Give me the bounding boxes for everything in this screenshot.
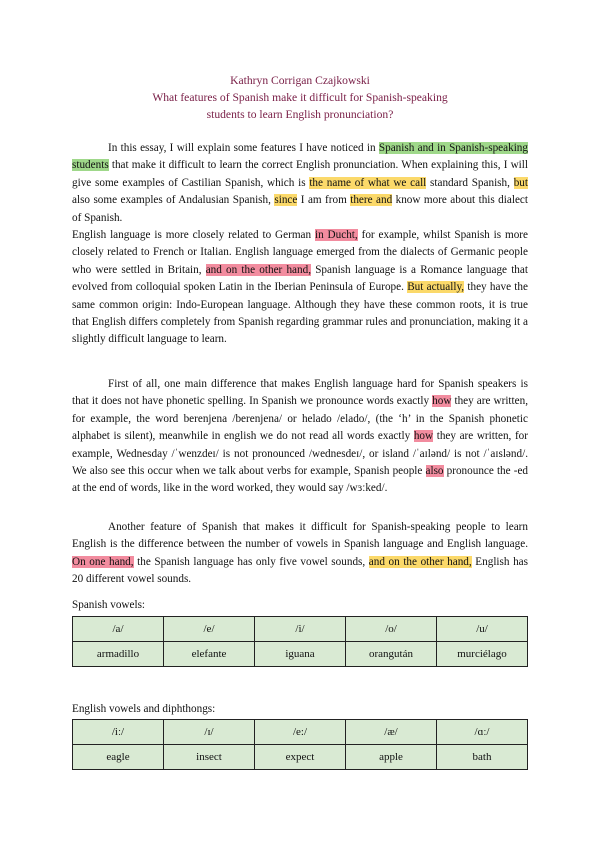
text-run: they are written, for example, the word berenjena /berenjena/ or helado /elado/, (the ‘h’ in the Spanish phonetic alphabet is silent), meanwhile in english we do not read all words exactly bbox=[72, 395, 528, 443]
highlighted-phrase: how bbox=[413, 430, 434, 443]
highlighted-phrase: But actually, bbox=[407, 281, 465, 294]
document-header bbox=[72, 72, 528, 123]
table-cell: /ɑː/ bbox=[437, 720, 528, 745]
paragraph-text bbox=[72, 519, 528, 589]
table-cell: /e:/ bbox=[255, 720, 346, 745]
table-cell: /i/ bbox=[255, 617, 346, 642]
text-run: standard Spanish, bbox=[426, 176, 514, 189]
table-cell: /iː/ bbox=[73, 720, 164, 745]
table-cell: apple bbox=[346, 745, 437, 770]
table-cell: orangután bbox=[346, 642, 437, 667]
english-vowels-label: English vowels and diphthongs: bbox=[72, 703, 216, 715]
table-cell: murciélago bbox=[437, 642, 528, 667]
text-run: First of all, one main difference that makes English language hard for Spanish speakers is that it does not have phonetic spelling. In Spanish we pronounce words exactly bbox=[72, 378, 528, 408]
paragraph-intro bbox=[72, 140, 528, 349]
table-cell: /o/ bbox=[346, 617, 437, 642]
text-run: the Spanish language has only five vowel sounds, bbox=[133, 555, 369, 568]
highlighted-phrase: On one hand, bbox=[72, 555, 134, 568]
highlighted-phrase: also bbox=[425, 465, 444, 478]
table-cell: /u/ bbox=[437, 617, 528, 642]
table-cell: eagle bbox=[73, 745, 164, 770]
table-row bbox=[73, 617, 528, 642]
text-run: I am from bbox=[297, 194, 351, 207]
table-cell: /a/ bbox=[73, 617, 164, 642]
table-cell: /e/ bbox=[164, 617, 255, 642]
english-vowels-table bbox=[72, 719, 528, 770]
table-row bbox=[73, 642, 528, 667]
text-run: for example, whilst Spanish is more closely related to French or Italian. English language emerged from the dialects of Germanic people who were settled in Britain, bbox=[72, 229, 528, 276]
text-run: Another feature of Spanish that makes it difficult for Spanish-speaking people to learn English is the difference between the number of vowels in Spanish language and English language. bbox=[72, 521, 528, 551]
text-run: also some examples of Andalusian Spanish, bbox=[72, 194, 275, 207]
highlighted-phrase: since bbox=[274, 194, 298, 207]
highlighted-phrase: how bbox=[432, 395, 452, 408]
paragraph-spelling bbox=[72, 376, 528, 498]
table-cell: expect bbox=[255, 745, 346, 770]
essay-title-line-2: students to learn English pronunciation? bbox=[206, 108, 394, 121]
table-cell: insect bbox=[164, 745, 255, 770]
text-run: pronounce the -ed at the end of words, like in the word worked, they would say /wɜːked/. bbox=[72, 465, 529, 495]
table-cell: bath bbox=[437, 745, 528, 770]
essay-title-line-1: What features of Spanish make it difficult for Spanish-speaking bbox=[152, 91, 448, 104]
table-cell: /ɪ/ bbox=[164, 720, 255, 745]
table-cell: elefante bbox=[164, 642, 255, 667]
highlighted-phrase: and on the other hand, bbox=[205, 263, 312, 276]
table-cell: /æ/ bbox=[346, 720, 437, 745]
spanish-vowels-label: Spanish vowels: bbox=[72, 599, 146, 611]
highlighted-phrase: and on the other hand, bbox=[368, 555, 472, 568]
paragraph-vowels bbox=[72, 519, 528, 589]
text-run: English has 20 different vowel sounds. bbox=[72, 555, 528, 586]
table-row bbox=[73, 720, 528, 745]
text-run: they are written, for example, Wednesday /ˈwenzdeɪ/ is not pronounced /wednesdeɪ/, or island /ˈaɪlənd/ is not /ˈaɪslənd/. We also see this occur when we talk about verbs for example, Spanish people bbox=[72, 430, 528, 478]
highlighted-phrase: there and bbox=[350, 194, 393, 207]
spanish-vowels-table bbox=[72, 616, 528, 667]
text-run: that make it difficult to learn the correct English pronunciation. When explaining this, I will give some examples of Castilian Spanish, which is bbox=[72, 159, 528, 189]
paragraph-text bbox=[72, 376, 528, 498]
author-name: Kathryn Corrigan Czajkowski bbox=[230, 74, 370, 87]
table-cell: iguana bbox=[255, 642, 346, 667]
paragraph-text bbox=[72, 140, 528, 349]
table-cell: armadillo bbox=[73, 642, 164, 667]
highlighted-phrase: but bbox=[513, 176, 528, 189]
highlighted-phrase: Spanish and in Spanish-speaking students bbox=[72, 142, 528, 172]
text-run: they have the same common origin: Indo-European language. Although they have these common roots, it is true that English differs completely from Spanish regarding grammar rules and pronunciation, making it a slightly difficult language to learn. bbox=[72, 281, 528, 346]
text-run: In this essay, I will explain some features I have noticed in bbox=[108, 142, 379, 154]
text-run: English language is more closely related to German bbox=[72, 229, 315, 242]
table-row bbox=[73, 745, 528, 770]
text-run: Spanish language is a Romance language that evolved from colloquial spoken Latin in the Iberian Peninsula of Europe. bbox=[72, 263, 528, 294]
highlighted-phrase: the name of what we call bbox=[309, 176, 427, 189]
highlighted-phrase: in Ducht, bbox=[314, 229, 358, 242]
text-run: know more about this dialect of Spanish. bbox=[72, 194, 529, 224]
